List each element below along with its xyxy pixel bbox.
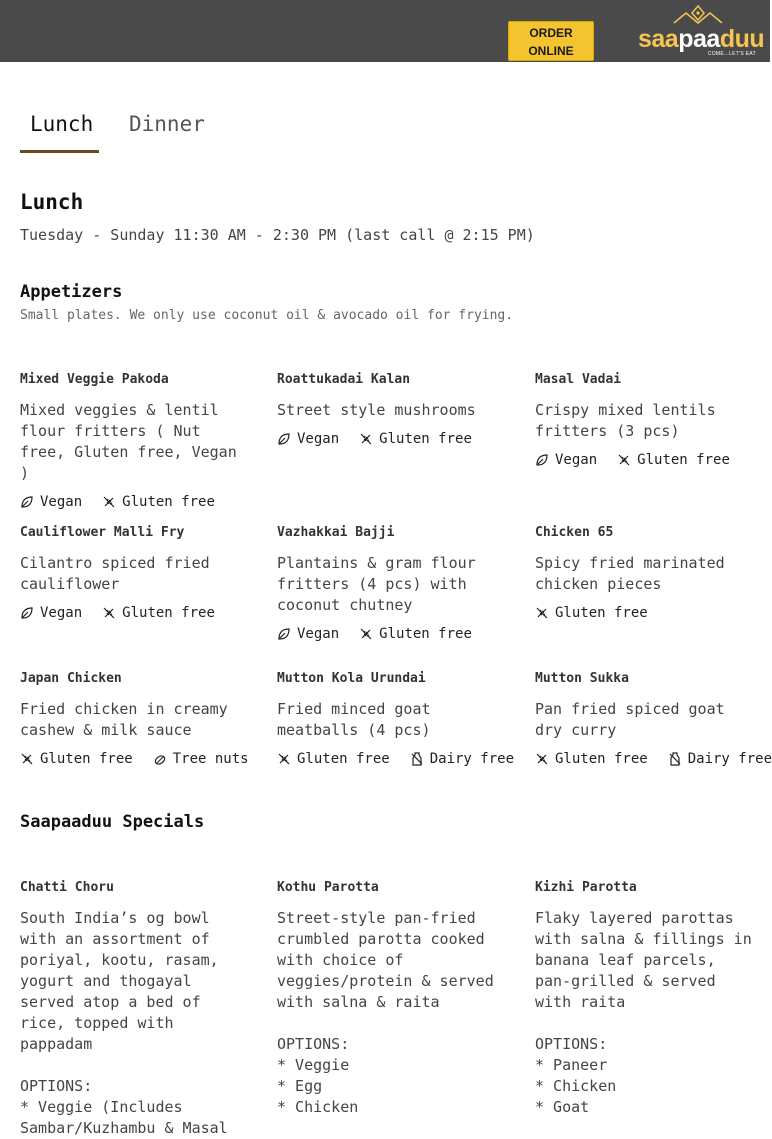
menu-title: Lunch <box>20 190 84 214</box>
order-online-label-line2: ONLINE <box>528 44 574 58</box>
menu-item-name: Japan Chicken <box>20 671 122 686</box>
dietary-tags <box>277 431 499 447</box>
menu-item-card[interactable] <box>20 525 242 621</box>
gluten-free-icon <box>359 432 373 446</box>
menu-item-card[interactable] <box>20 671 249 767</box>
dietary-tag-label: Vegan <box>40 494 83 510</box>
dietary-tag-label: Gluten free <box>555 751 648 767</box>
dairy-free-icon <box>410 752 424 766</box>
tab-lunch[interactable]: Lunch <box>30 112 94 136</box>
menu-hours: Tuesday - Sunday 11:30 AM - 2:30 PM (last call @ 2:15 PM) <box>20 226 535 244</box>
logo-wordmark: saapaaduu <box>638 25 765 53</box>
dietary-tag-label: Gluten free <box>40 751 133 767</box>
dietary-tag-label: Gluten free <box>555 605 648 621</box>
menu-item-name: Chicken 65 <box>535 525 614 540</box>
menu-item-card[interactable] <box>20 880 242 1139</box>
dietary-tag <box>359 626 472 642</box>
dietary-tags <box>535 452 757 468</box>
menu-item-card[interactable] <box>277 372 499 447</box>
dietary-tag-label: Gluten free <box>297 751 390 767</box>
gluten-free-icon <box>102 495 116 509</box>
menu-item-name: Cauliflower Malli Fry <box>20 525 185 540</box>
dietary-tags <box>20 605 242 621</box>
dietary-tag-label: Gluten free <box>122 605 215 621</box>
menu-item-description: Street-style pan-fried crumbled parotta cooked with choice of veggies/protein & served with salna & raita OPTIONS: * Veggie * Egg * Chicken <box>277 909 494 1116</box>
dietary-tag <box>20 605 82 621</box>
dietary-tags <box>20 494 242 510</box>
dietary-tag <box>617 452 730 468</box>
menu-item-description: Spicy fried marinated chicken pieces <box>535 554 725 593</box>
menu-item-description: South India’s og bowl with an assortment of poriyal, kootu, rasam, yogurt and thogayal served atop a bed of rice, topped with pappadam OPTIONS: * Veggie (Includes Sambar/Kuzhambu & Masal <box>20 909 228 1137</box>
active-tab-underline <box>20 150 99 153</box>
top-navbar <box>0 0 770 62</box>
menu-item-card[interactable] <box>535 372 757 468</box>
menu-item-description: Crispy mixed lentils fritters (3 pcs) <box>535 401 716 440</box>
menu-item-name: Roattukadai Kalan <box>277 372 411 387</box>
menu-item-name: Chatti Choru <box>20 880 114 895</box>
dietary-tag-label: Gluten free <box>122 494 215 510</box>
menu-item-description: Mixed veggies & lentil flour fritters ( Nut free, Gluten free, Vegan ) <box>20 401 237 482</box>
section-description-appetizers: Small plates. We only use coconut oil & avocado oil for frying. <box>20 308 514 323</box>
saapaaduu-logo[interactable] <box>638 5 765 59</box>
section-title-appetizers: Appetizers <box>20 282 123 302</box>
dietary-tag <box>20 751 133 767</box>
dietary-tag-label: Tree nuts <box>172 751 249 767</box>
dietary-tag-label: Gluten free <box>637 452 730 468</box>
dietary-tag <box>535 751 648 767</box>
section-title-specials: Saapaaduu Specials <box>20 812 205 832</box>
dietary-tags <box>277 751 515 767</box>
dietary-tags <box>20 751 249 767</box>
menu-item-description: Pan fried spiced goat dry curry <box>535 700 725 739</box>
dietary-tag-label: Gluten free <box>379 431 472 447</box>
gluten-free-icon <box>535 752 549 766</box>
menu-item-description: Street style mushrooms <box>277 401 476 419</box>
menu-item-name: Kizhi Parotta <box>535 880 637 895</box>
menu-item-card[interactable] <box>277 880 499 1118</box>
gluten-free-icon <box>535 606 549 620</box>
dietary-tags <box>535 751 772 767</box>
leaf-icon <box>277 627 291 641</box>
menu-item-description: Fried minced goat meatballs (4 pcs) <box>277 700 431 739</box>
dietary-tag <box>359 431 472 447</box>
dietary-tag <box>277 431 339 447</box>
dietary-tag-label: Vegan <box>297 431 340 447</box>
menu-item-name: Mixed Veggie Pakoda <box>20 372 169 387</box>
leaf-icon <box>535 453 549 467</box>
gluten-free-icon <box>102 606 116 620</box>
menu-item-name: Mutton Sukka <box>535 671 629 686</box>
dietary-tag <box>535 605 648 621</box>
menu-item-card[interactable] <box>277 525 499 642</box>
menu-item-name: Kothu Parotta <box>277 880 379 895</box>
dietary-tag <box>410 751 514 767</box>
dairy-free-icon <box>668 752 682 766</box>
dietary-tag <box>535 452 597 468</box>
leaf-icon <box>20 606 34 620</box>
tab-dinner[interactable]: Dinner <box>129 112 205 136</box>
menu-item-description: Flaky layered parottas with salna & fillings in banana leaf parcels, pan-grilled & served with raita OPTIONS: * Paneer * Chicken * Goat <box>535 909 752 1116</box>
dietary-tag <box>277 751 390 767</box>
dietary-tag-label: Dairy free <box>687 751 772 767</box>
menu-item-card[interactable] <box>535 880 757 1118</box>
dietary-tag-label: Vegan <box>555 452 598 468</box>
menu-item-card[interactable] <box>20 372 242 510</box>
menu-item-card[interactable] <box>535 671 772 767</box>
menu-item-card[interactable] <box>535 525 757 621</box>
gluten-free-icon <box>359 627 373 641</box>
menu-item-name: Mutton Kola Urundai <box>277 671 426 686</box>
menu-item-description: Cilantro spiced fried cauliflower <box>20 554 210 593</box>
dietary-tag <box>20 494 82 510</box>
order-online-button[interactable] <box>508 21 594 61</box>
logo-tagline: COME...LET'S EAT <box>707 51 756 57</box>
menu-item-description: Fried chicken in creamy cashew & milk sauce <box>20 700 228 739</box>
dietary-tag-label: Dairy free <box>429 751 515 767</box>
dietary-tag <box>153 751 249 767</box>
dietary-tag <box>102 494 215 510</box>
menu-item-name: Masal Vadai <box>535 372 622 387</box>
dietary-tag-label: Vegan <box>297 626 340 642</box>
dietary-tags <box>277 626 499 642</box>
dietary-tag-label: Gluten free <box>379 626 472 642</box>
dietary-tag <box>102 605 215 621</box>
leaf-icon <box>20 495 34 509</box>
order-online-label-line1: ORDER <box>529 26 573 40</box>
dietary-tags <box>535 605 757 621</box>
tree-nut-icon <box>153 752 167 766</box>
leaf-icon <box>277 432 291 446</box>
logo-ornament-icon <box>672 5 724 27</box>
gluten-free-icon <box>277 752 291 766</box>
gluten-free-icon <box>617 453 631 467</box>
dietary-tag <box>277 626 339 642</box>
menu-item-card[interactable] <box>277 671 515 767</box>
dietary-tag-label: Vegan <box>40 605 83 621</box>
menu-item-name: Vazhakkai Bajji <box>277 525 395 540</box>
dietary-tag <box>668 751 772 767</box>
gluten-free-icon <box>20 752 34 766</box>
menu-item-description: Plantains & gram flour fritters (4 pcs) with coconut chutney <box>277 554 476 614</box>
